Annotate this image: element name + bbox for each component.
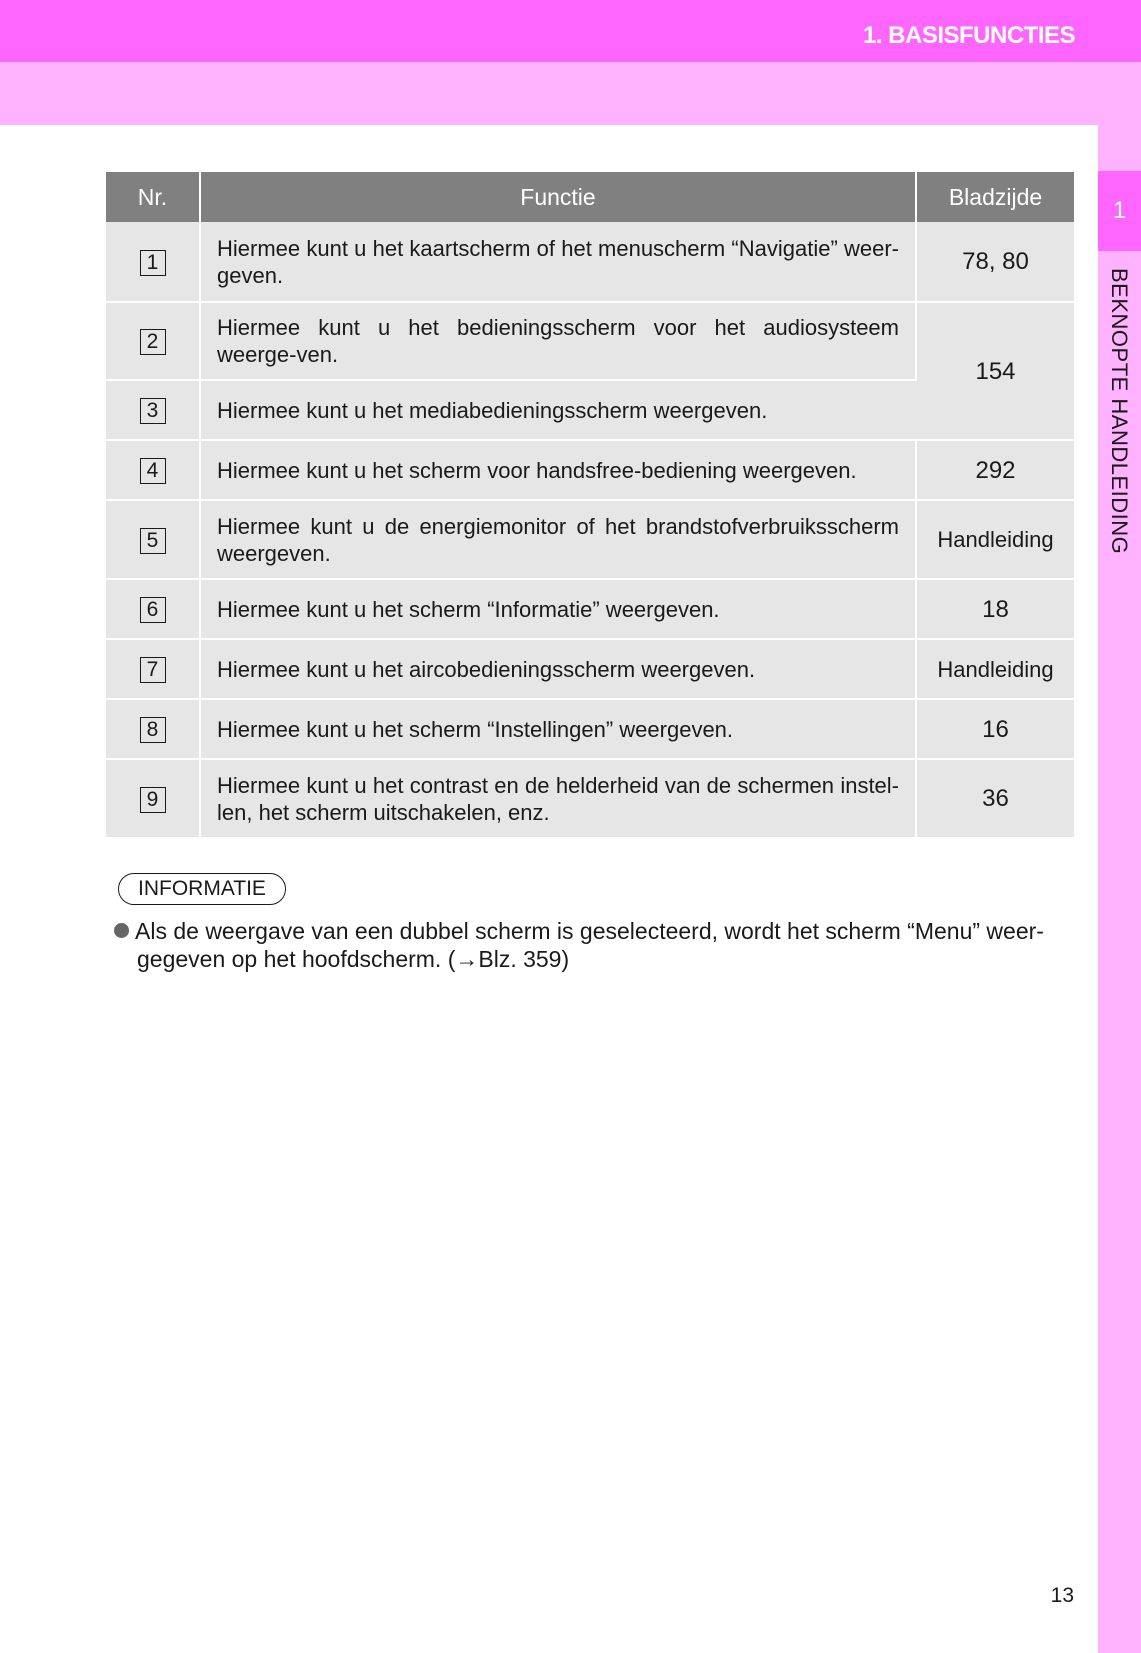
table-row — [106, 302, 1074, 380]
function-cell: Hiermee kunt u het scherm voor handsfree-bediening weergeven. — [200, 440, 916, 500]
info-note — [114, 917, 1064, 973]
page-cell: 16 — [916, 699, 1074, 759]
chapter-label: BEKNOPTE HANDLEIDING — [1107, 268, 1132, 555]
row-number-cell — [106, 440, 200, 500]
chapter-tab[interactable] — [1098, 171, 1141, 251]
row-number: 5 — [140, 528, 166, 554]
column-header-page: Bladzijde — [916, 172, 1074, 222]
row-number-cell — [106, 380, 200, 440]
page-cell: Handleiding — [916, 500, 1074, 579]
function-cell: Hiermee kunt u het contrast en de helderheid van de schermen instel-len, het scherm uitschakelen, enz. — [200, 759, 916, 838]
info-note-line2: gegeven op het hoofdscherm. (→Blz. 359) — [137, 946, 570, 972]
page-cell: 36 — [916, 759, 1074, 838]
page-cell: 78, 80 — [916, 222, 1074, 302]
row-number-cell — [106, 302, 200, 380]
row-number-cell — [106, 500, 200, 579]
row-number-cell — [106, 699, 200, 759]
info-note-line1: Als de weergave van een dubbel scherm is geselecteerd, wordt het scherm “Menu” weer- — [135, 918, 1044, 944]
bullet-icon — [114, 923, 129, 938]
row-number: 1 — [140, 250, 166, 276]
column-header-nr: Nr. — [106, 172, 200, 222]
table-row — [106, 222, 1074, 302]
header-band — [0, 0, 1141, 62]
row-number-cell — [106, 579, 200, 639]
table-row — [106, 759, 1074, 838]
table-header-row — [106, 172, 1074, 222]
row-number-cell — [106, 759, 200, 838]
function-cell: Hiermee kunt u het bedieningsscherm voor het audiosysteem weerge-ven. — [200, 302, 916, 380]
row-number-cell — [106, 222, 200, 302]
function-cell: Hiermee kunt u het kaartscherm of het menuscherm “Navigatie” weer-geven. — [200, 222, 916, 302]
row-number: 2 — [140, 329, 166, 355]
table-row — [106, 699, 1074, 759]
page-cell: 18 — [916, 579, 1074, 639]
table-row — [106, 440, 1074, 500]
function-cell: Hiermee kunt u het mediabedieningsscherm weergeven. — [200, 380, 916, 440]
table-row — [106, 639, 1074, 699]
row-number: 9 — [140, 787, 166, 813]
column-header-function: Functie — [200, 172, 916, 222]
section-title: 1. BASISFUNCTIES — [862, 22, 1075, 49]
page-cell: 292 — [916, 440, 1074, 500]
row-number: 8 — [140, 717, 166, 743]
function-cell: Hiermee kunt u de energiemonitor of het brandstofverbruiksscherm weergeven. — [200, 500, 916, 579]
row-number: 6 — [140, 597, 166, 623]
page-cell: 154 — [916, 302, 1074, 440]
chapter-number: 1 — [1112, 197, 1127, 224]
page-number: 13 — [1050, 1584, 1074, 1607]
function-cell: Hiermee kunt u het aircobedieningsscherm weergeven. — [200, 639, 916, 699]
row-number-cell — [106, 639, 200, 699]
table-row — [106, 500, 1074, 579]
function-cell: Hiermee kunt u het scherm “Informatie” weergeven. — [200, 579, 916, 639]
header-subband — [0, 62, 1141, 125]
function-cell: Hiermee kunt u het scherm “Instellingen” weergeven. — [200, 699, 916, 759]
row-number: 4 — [140, 458, 166, 484]
row-number: 7 — [140, 657, 166, 683]
row-number: 3 — [140, 398, 166, 424]
info-label: INFORMATIE — [118, 873, 286, 905]
function-table — [106, 172, 1074, 839]
page-cell: Handleiding — [916, 639, 1074, 699]
table-row — [106, 579, 1074, 639]
